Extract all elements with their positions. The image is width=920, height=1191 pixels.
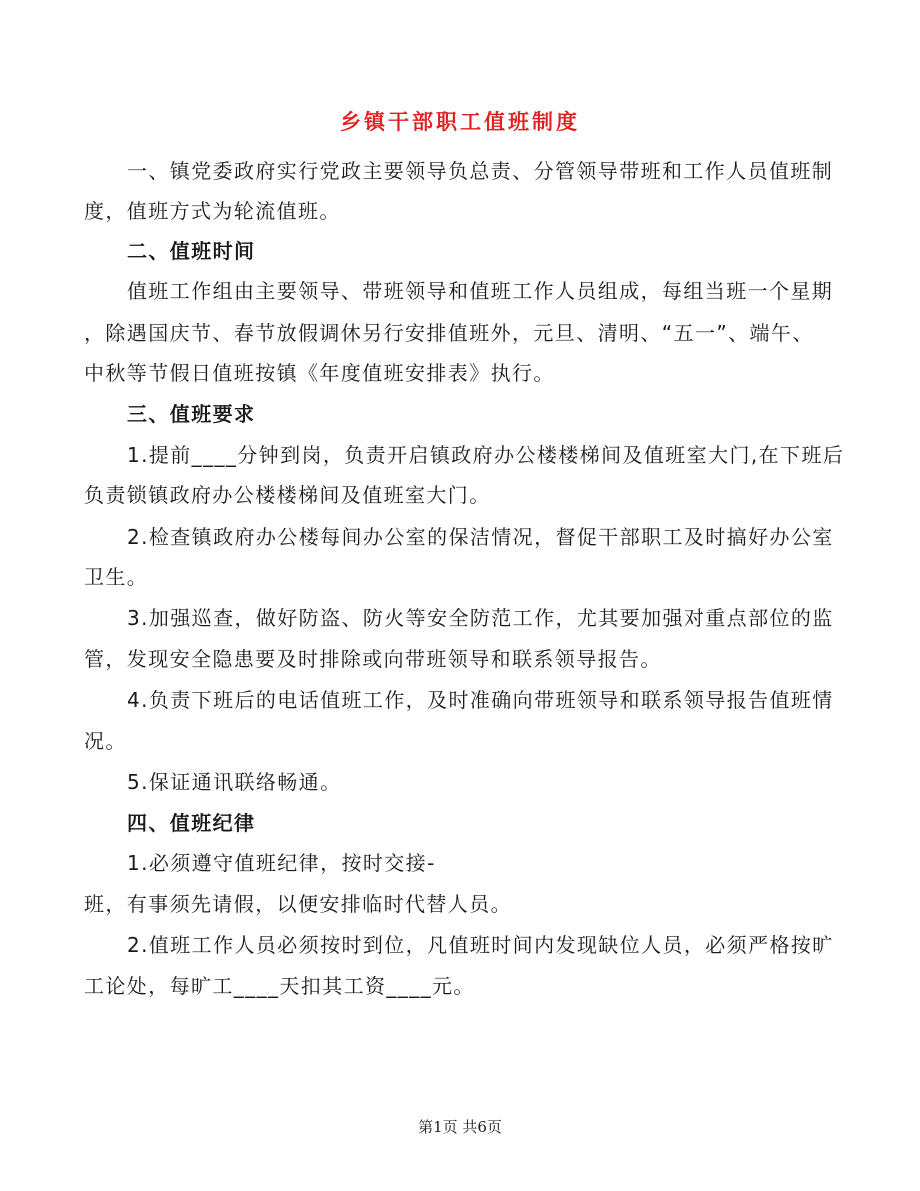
section-heading-duty-discipline: 四、值班纪律 — [127, 811, 256, 835]
paragraph-1-line-2: 度，值班方式为轮流值班。 — [84, 199, 341, 223]
requirement-2-line-2: 卫生。 — [84, 565, 149, 589]
discipline-2-line-1: 2.值班工作人员必须按时到位，凡值班时间内发现缺位人员，必须严格按旷 — [127, 933, 834, 957]
requirement-1-line-2: 负责锁镇政府办公楼楼梯间及值班室大门。 — [84, 483, 491, 507]
requirement-1-line-1: 1.提前____分钟到岗，负责开启镇政府办公楼楼梯间及值班室大门,在下班后 — [127, 443, 845, 467]
requirement-3-line-1: 3.加强巡查，做好防盗、防火等安全防范工作，尤其要加强对重点部位的监 — [127, 606, 834, 630]
requirement-2-line-1: 2.检查镇政府办公楼每间办公室的保洁情况，督促干部职工及时搞好办公室 — [127, 525, 834, 549]
document-title: 乡镇干部职工值班制度 — [340, 110, 580, 134]
section-heading-duty-requirements: 三、值班要求 — [127, 402, 256, 426]
paragraph-2-line-2: ，除遇国庆节、春节放假调休另行安排值班外，元旦、清明、“五一”、端午、 — [84, 321, 814, 345]
paragraph-2-line-1: 值班工作组由主要领导、带班领导和值班工作人员组成，每组当班一个星期 — [127, 279, 834, 303]
page-number-footer: 第1页 共6页 — [418, 1118, 502, 1136]
requirement-4-line-1: 4.负责下班后的电话值班工作，及时准确向带班领导和联系领导报告值班情 — [127, 688, 834, 712]
discipline-2-line-2: 工论处，每旷工____天扣其工资____元。 — [84, 974, 475, 998]
requirement-4-line-2: 况。 — [84, 729, 127, 753]
paragraph-1-line-1: 一、镇党委政府实行党政主要领导负总责、分管领导带班和工作人员值班制 — [127, 159, 834, 183]
discipline-1-line-2: 班，有事须先请假，以便安排临时代替人员。 — [84, 892, 512, 916]
requirement-3-line-2: 管，发现安全隐患要及时排除或向带班领导和联系领导报告。 — [84, 647, 662, 671]
discipline-1-line-1: 1.必须遵守值班纪律，按时交接- — [127, 851, 436, 875]
requirement-5-line-1: 5.保证通讯联络畅通。 — [127, 770, 342, 794]
section-heading-duty-time: 二、值班时间 — [127, 239, 256, 263]
paragraph-2-line-3: 中秋等节假日值班按镇《年度值班安排表》执行。 — [84, 361, 555, 385]
